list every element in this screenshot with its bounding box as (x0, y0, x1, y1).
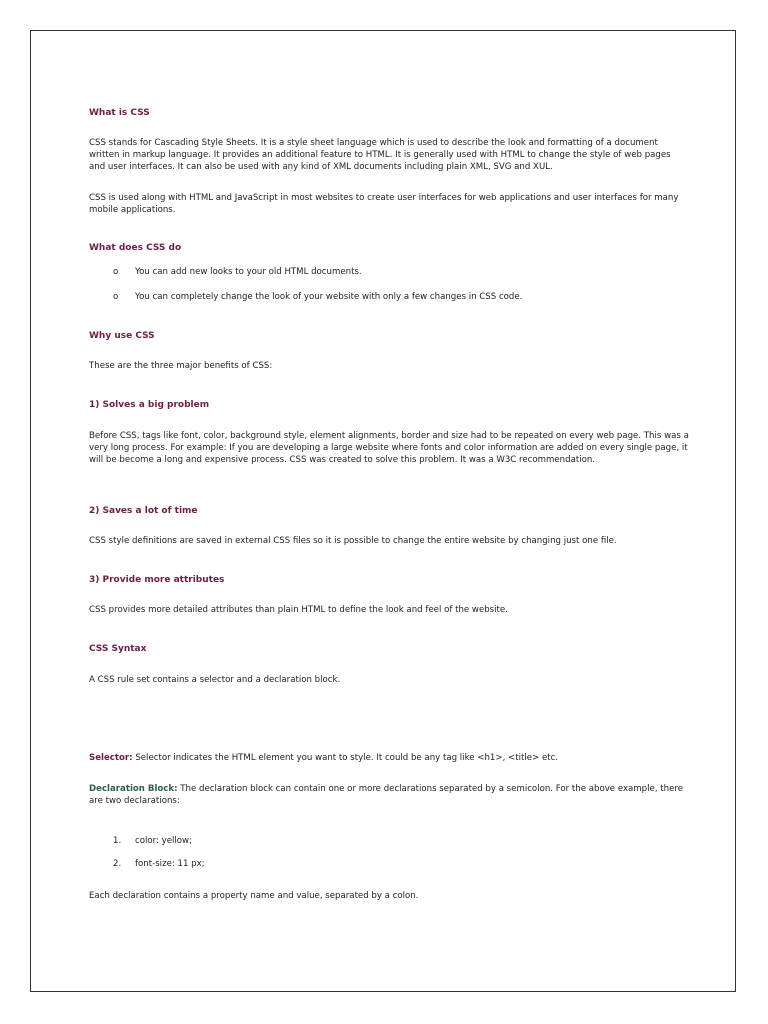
heading-why-use-css: Why use CSS (89, 331, 155, 341)
paragraph-more-attributes: CSS provides more detailed attributes than plain HTML to define the look and feel of the website. (89, 605, 508, 615)
paragraph-declaration-block (89, 783, 689, 807)
list-item (113, 291, 673, 303)
selector-description: Selector indicates the HTML element you want to style. It could be any tag like <h1>, <title> etc. (135, 753, 559, 763)
heading-more-attributes: 3) Provide more attributes (89, 575, 225, 585)
paragraph-declaration-closing: Each declaration contains a property name and value, separated by a colon. (89, 891, 419, 901)
declaration-term: Declaration Block: (89, 784, 178, 794)
list-item-text: You can add new looks to your old HTML documents. (135, 267, 362, 277)
list-number: 1. (113, 836, 122, 846)
heading-css-syntax: CSS Syntax (89, 644, 147, 654)
paragraph-solves-a-big-problem: Before CSS, tags like font, color, background style, element alignments, border and size had to be repeated on every web page. This was a very long process. For example: If you are developing a large website where fonts and color information are added on every single page, it will be become a long and expensive process. CSS was created to solve this problem. It was a W3C recommendation. (89, 431, 689, 465)
paragraph-saves-time: CSS style definitions are saved in external CSS files so it is possible to change the entire website by changing just one file. (89, 536, 617, 546)
list-number: 2. (113, 859, 122, 869)
list-item-text: font-size: 11 px; (135, 859, 205, 869)
paragraph-selector (89, 752, 689, 764)
paragraph-benefits-intro: These are the three major benefits of CSS: (89, 361, 273, 371)
list-item (113, 835, 673, 847)
list-item (113, 266, 673, 278)
list-item (113, 858, 673, 870)
bullet-marker: o (113, 292, 119, 302)
heading-what-is-css: What is CSS (89, 108, 150, 118)
paragraph-css-usage: CSS is used along with HTML and JavaScript in most websites to create user interfaces for web applications and user interfaces for many mobile applications. (89, 193, 679, 215)
heading-solves-a-big-problem: 1) Solves a big problem (89, 400, 210, 410)
bullet-marker: o (113, 267, 119, 277)
paragraph-syntax-intro: A CSS rule set contains a selector and a declaration block. (89, 675, 341, 685)
selector-term: Selector: (89, 753, 133, 763)
heading-saves-time: 2) Saves a lot of time (89, 506, 198, 516)
list-item-text: You can completely change the look of your website with only a few changes in CSS code. (135, 292, 523, 302)
paragraph-css-definition: CSS stands for Cascading Style Sheets. It is a style sheet language which is used to describe the look and formatting of a document written in markup language. It provides an additional feature to HTML. It is generally used with HTML to change the style of web pages and user interfaces. It can also be used with any kind of XML documents including plain XML, SVG and XUL. (89, 138, 671, 172)
heading-what-does-css-do: What does CSS do (89, 243, 182, 253)
declaration-description: The declaration block can contain one or more declarations separated by a semicolon. For the above example, there are two declarations: (89, 784, 684, 806)
list-item-text: color: yellow; (135, 836, 192, 846)
